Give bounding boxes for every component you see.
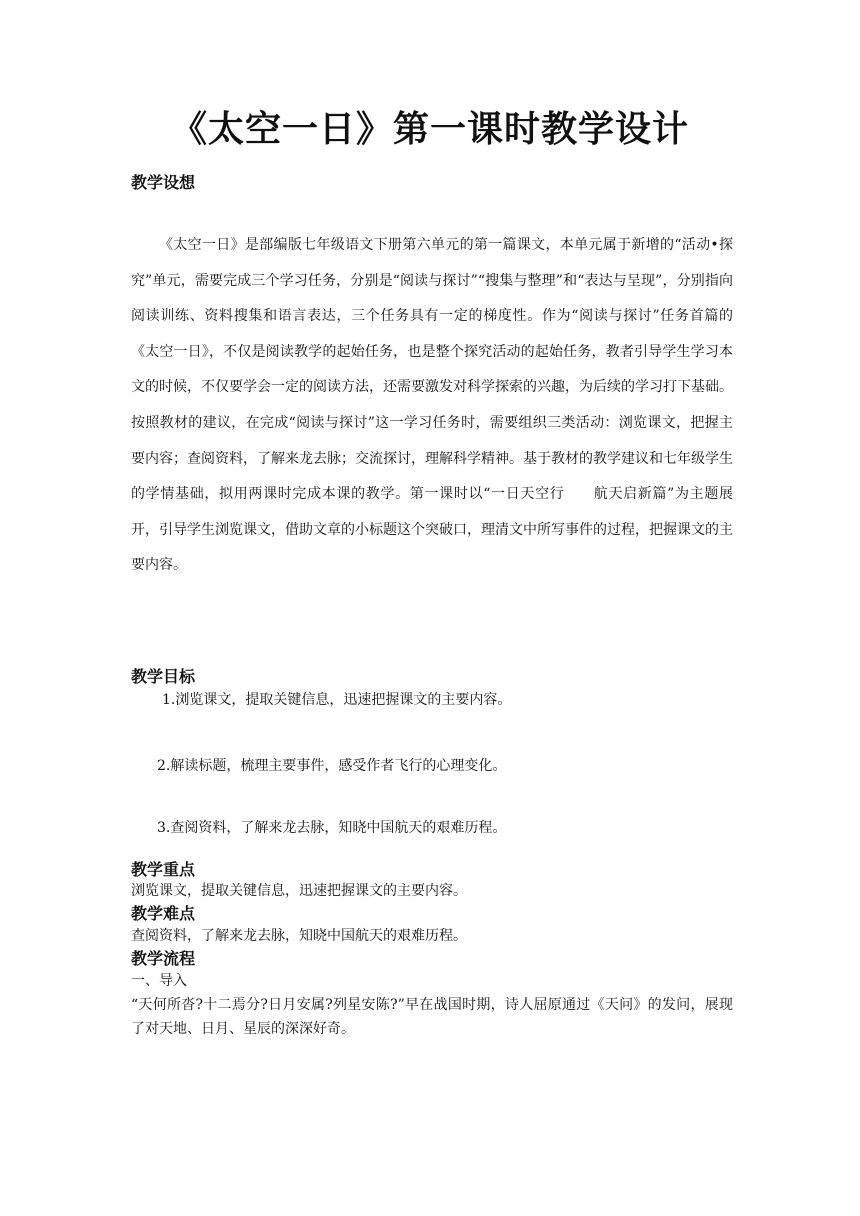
heading-design-idea: 教学设想 (131, 173, 196, 192)
goal-item-3: 3.查阅资料，了解来龙去脉，知晓中国航天的艰难历程。 (157, 820, 507, 836)
goal-item-1: 1.浏览课文，提取关键信息，迅速把握课文的主要内容。 (162, 692, 512, 708)
heading-key-point: 教学重点 (131, 860, 196, 879)
design-idea-paragraph: 《太空一日》是部编版七年级语文下册第六单元的第一篇课文，本单元属于新增的“活动•探究”单元，需要完成三个学习任务，分别是“阅读与探讨”“搜集与整理”和“表达与呈现”，分别指向阅读训练、资料搜集和语言表达，三个任务具有一定的梯度性。作为“阅读与探讨”任务首篇的《太空一日》，不仅是阅读教学的起始任务，也是整个探究活动的起始任务，教者引导学生学习本文的时候，不仅要学会一定的阅读方法，还需要激发对科学探索的兴趣，为后续的学习打下基础。按照教材的建议，在完成“阅读与探讨”这一学习任务时，需要组织三类活动：浏览课文，把握主要内容；查阅资料，了解来龙去脉；交流探讨，理解科学精神。基于教材的教学建议和七年级学生的学情基础，拟用两课时完成本课的教学。第一课时以“一日天空行 航天启新篇”为主题展开，引导学生浏览课文，借助文章的小标题这个突破口，理清文中所写事件的过程，把握课文的主要内容。 (131, 237, 733, 574)
heading-process: 教学流程 (131, 949, 196, 968)
heading-difficulty: 教学难点 (131, 904, 196, 923)
goal-item-2: 2.解读标题，梳理主要事件，感受作者飞行的心理变化。 (157, 758, 507, 774)
process-step-1-text: “天何所沓?十二焉分?日月安属?列星安陈?”早在战国时期，诗人屈原通过《天问》的发问，展现了对天地、日月、星辰的深深好奇。 (131, 997, 733, 1037)
difficulty-text: 查阅资料，了解来龙去脉，知晓中国航天的艰难历程。 (131, 928, 467, 944)
key-point-text: 浏览课文，提取关键信息，迅速把握课文的主要内容。 (131, 883, 467, 899)
heading-goals: 教学目标 (131, 667, 196, 686)
process-step-1: 一、导入 (131, 973, 187, 989)
document-title: 《太空一日》第一课时教学设计 (170, 108, 689, 150)
